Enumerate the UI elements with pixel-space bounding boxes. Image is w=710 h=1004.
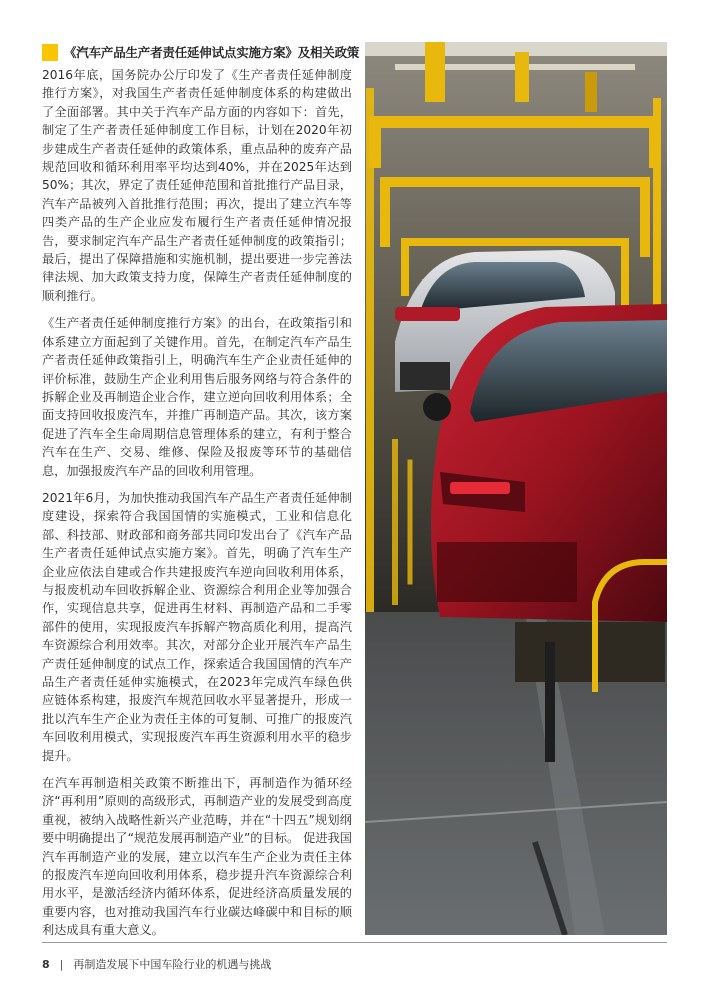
page-number: 8	[42, 958, 50, 971]
car-factory-photo	[365, 42, 667, 935]
footer-divider	[42, 942, 667, 943]
section-heading: 《汽车产品生产者责任延伸试点实施方案》及相关政策	[64, 45, 360, 60]
page-footer	[42, 956, 271, 972]
paragraph-3: 2021年6月，为加快推动我国汽车产品生产者责任延伸制度建设，探索符合我国国情的实施模式，工业和信息化部、科技部、财政部和商务部共同印发出台了《汽车产品生产者责任延伸试点实施方案》。首先，明确了汽车生产企业应依法自建或合作共建报废汽车逆向回收利用体系，与报废机动车回收拆解企业、资源综合利用企业等加强合作，实现信息共享，促进再生材料、再制造产品和二手零部件的使用，实现报废汽车拆解产物高质化利用，提高汽车资源综合利用效率。其次，对部分企业开展汽车产品生产责任延伸制度的试点工作，探索适合我国国情的汽车产品生产者责任延伸实施模式，在2023年完成汽车绿色供应链体系构建，报废汽车规范回收水平显著提升，形成一批以汽车生产企业为责任主体的可复制、可推广的报废汽车回收利用模式，实现报废汽车再生资源利用水平的稳步提升。	[42, 490, 352, 763]
paragraph-2: 《生产者责任延伸制度推行方案》的出台，在政策指引和体系建立方面起到了关键作用。首先，在制定汽车产品生产者责任延伸政策指引上，明确汽车生产企业责任延伸的评价标准，鼓励生产企业利用售后服务网络与符合条件的拆解企业及再制造企业合作，建立逆向回收利用体系；全面支持回收报废汽车，并推广再制造产品。其次，该方案促进了汽车全生命周期信息管理体系的建立，有利于整合汽车在生产、交易、维修、保险及报废等环节的基础信息，加强报废汽车产品的回收利用管理。	[42, 316, 352, 478]
paragraph-4: 在汽车再制造相关政策不断推出下，再制造作为循环经济“再利用”原则的高级形式，再制造产业的发展受到高度重视，被纳入战略性新兴产业范畴，并在“十四五”规划纲要中明确提出了“规范发展再制造产业”的目标。 促进我国汽车再制造产业的发展，建立以汽车生产企业为责任主体的报废汽车逆向回收利用体系，稳步提升汽车资源综合利用水平，是激活经济内循环体系，促进经济高质量发展的重要内容，也对推动我国汽车行业碳达峰碳中和目标的顺利达成具有重大意义。	[42, 776, 352, 938]
section-heading-row	[42, 43, 360, 63]
body-text-column	[42, 66, 352, 949]
paragraph-1: 2016年底，国务院办公厅印发了《生产者责任延伸制度推行方案》，对我国生产者责任延伸制度体系的构建做出了全面部署。其中关于汽车产品方面的内容如下：首先，制定了生产者责任延伸制度工作目标，计划在2020年初步建成生产者责任延伸的政策体系，重点品种的废弃产品规范回收和循环利用率平均达到40%，并在2025年达到50%；其次，界定了责任延伸范围和首批推行产品目录，汽车产品被列入首批推行范围；再次，提出了建立汽车等四类产品的生产企业应发布履行生产者责任延伸情况报告，要求制定汽车产品生产者责任延伸制度的政策指引；最后，提出了保障措施和实施机制，提出要进一步完善法律法规、加大政策支持力度，保障生产者责任延伸制度的顺利推行。	[42, 68, 352, 303]
car-assembly-line-illustration	[365, 42, 667, 935]
footer-title: 再制造发展下中国车险行业的机遇与挑战	[73, 958, 272, 971]
footer-separator: |	[59, 958, 64, 971]
heading-accent-bar	[42, 44, 58, 61]
